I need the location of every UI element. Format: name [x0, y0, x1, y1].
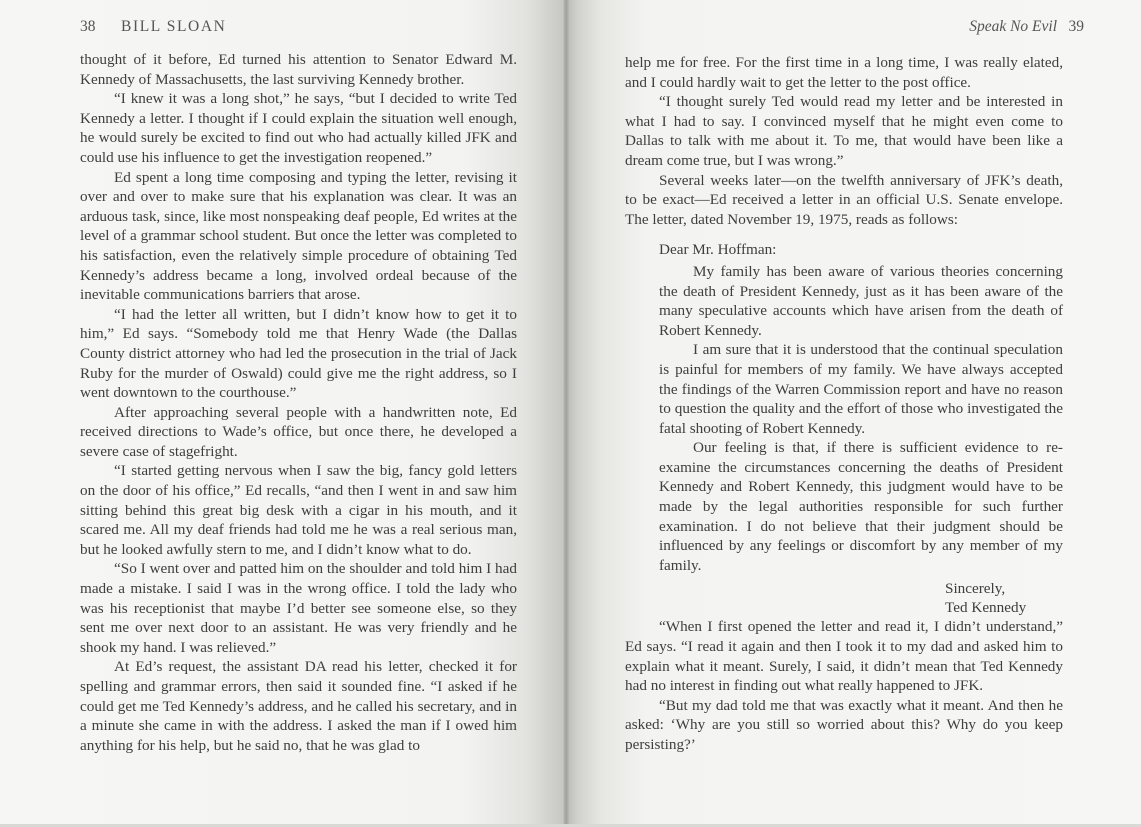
left-running-head: BILL SLOAN	[121, 18, 227, 35]
paragraph: “But my dad told me that was exactly what it meant. And then he asked: ‘Why are you still so worried about this? Why do you keep persisting?’	[625, 696, 1063, 753]
letter-paragraph: My family has been aware of various theories concerning the death of President Kennedy, just as it has been aware of the many speculative accounts which have arisen from the death of Robert Kennedy.	[659, 262, 1063, 339]
letter-salutation: Dear Mr. Hoffman:	[659, 241, 777, 259]
paragraph: Several weeks later—on the twelfth anniversary of JFK’s death, to be exact—Ed received a letter in an official U.S. Senate envelope. The letter, dated November 19, 1975, reads as follows:	[625, 171, 1063, 228]
letter-signoff	[945, 579, 1063, 617]
letter-paragraph: I am sure that it is understood that the continual speculation is painful for members of my family. We have always accepted the findings of the Warren Commission report and have no reason to question the quality and the effort of those who investigated the fatal shooting of Robert Kennedy.	[659, 341, 1063, 437]
paragraph: “So I went over and patted him on the shoulder and told him I had made a mistake. I said I was in the wrong office. I told the lady who was his receptionist that maybe I’d better see someone else, so they sent me over next door to an assistant. He was very friendly and he shook my hand. I was relieved.”	[80, 560, 517, 656]
paragraph: “I knew it was a long shot,” he says, “but I decided to write Ted Kennedy a letter. I thought if I could explain the situation well enough, he would surely be excited to find out who had actually killed JFK and could use his influence to get the investigation reopened.”	[80, 90, 517, 166]
paragraph: “I started getting nervous when I saw the big, fancy gold letters on the door of his office,” Ed recalls, “and then I went in and saw him sitting behind this great big desk with a cigar in his mouth, and it scared me. All my deaf friends had told me he was a real serious man, but he looked awfully stern to me, and I didn’t know what to do.	[80, 462, 517, 558]
left-page	[0, 0, 566, 827]
letter-paragraph: Our feeling is that, if there is sufficient evidence to re-examine the circumstances concerning the deaths of President Kennedy and Robert Kennedy, this judgment would have to be made by the legal authorities responsible for such further examination. I do not believe that their judgment should be influenced by any feelings or discomfort by any member of my family.	[659, 439, 1063, 574]
quoted-letter	[659, 240, 1063, 617]
right-page-number: 39	[1068, 18, 1084, 35]
left-body-text	[80, 50, 517, 755]
letter-signature: Ted Kennedy	[945, 599, 1027, 617]
paragraph: thought of it before, Ed turned his attention to Senator Edward M. Kennedy of Massachusetts, the last surviving Kennedy brother.	[80, 51, 517, 88]
paragraph: “When I first opened the letter and read it, I didn’t understand,” Ed says. “I read it again and then I took it to my dad and asked him to explain what it meant. Surely, I said, it didn’t mean that Ted Kennedy had no interest in finding out what really happened to JFK.	[625, 618, 1063, 695]
paragraph: help me for free. For the first time in a long time, I was really elated, and I could hardly wait to get the letter to the post office.	[625, 54, 1063, 91]
book-gutter	[562, 0, 570, 827]
right-running-head: Speak No Evil	[969, 18, 1057, 35]
paragraph: “I had the letter all written, but I didn’t know how to get it to him,” Ed says. “Somebody told me that Henry Wade (the Dallas County district attorney who had led the prosecution in the trial of Jack Ruby for the murder of Oswald) could give me the right address, so I went downtown to the courthouse.”	[80, 305, 517, 402]
paragraph: After approaching several people with a handwritten note, Ed received directions to Wade’s office, but once there, he developed a severe case of stagefright.	[80, 403, 517, 460]
right-body-text	[625, 53, 1063, 755]
paragraph: At Ed’s request, the assistant DA read his letter, checked it for spelling and grammar errors, then said it sounded fine. “I asked if he could get me Ted Kennedy’s address, and he called his secretary, and in a minute she came in with the address. I asked the man if I owed him anything for his help, but he said no, that he was glad to	[80, 658, 517, 754]
letter-closing: Sincerely,	[945, 580, 1006, 598]
paragraph: “I thought surely Ted would read my letter and be interested in what I had to say. I convinced myself that he might even come to Dallas to talk with me about it. To me, that would have been like a dream come true, but I was wrong.”	[625, 93, 1063, 169]
paragraph: Ed spent a long time composing and typing the letter, revising it over and over to make sure that his explanation was clear. It was an arduous task, since, like most nonspeaking deaf people, Ed writes at the level of a grammar school student. But once the letter was completed to his satisfaction, even the relatively simple procedure of obtaining Ted Kennedy’s address became a long, involved ordeal because of the inevitable communications barriers that arose.	[80, 168, 517, 304]
left-page-number: 38	[80, 18, 96, 35]
